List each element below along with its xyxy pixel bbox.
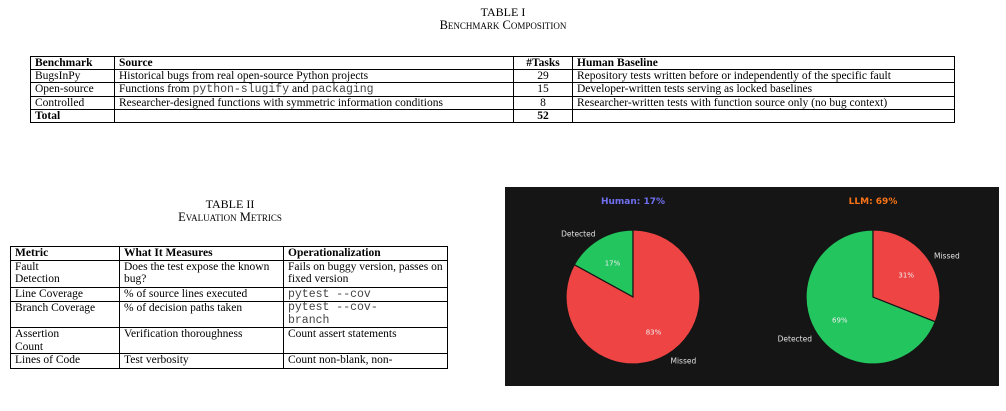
table1-title: Benchmark Composition <box>439 18 567 32</box>
source-text: and <box>289 83 312 95</box>
table2-number: TABLE II <box>205 197 255 211</box>
table1-cell-source <box>115 70 514 83</box>
table1-cell-baseline: Developer-written tests serving as locked baselines <box>573 83 955 97</box>
table1-cell-tasks: 8 <box>514 97 573 110</box>
table1-cell-source <box>115 83 514 97</box>
pie-slice-label: Missed <box>934 251 960 261</box>
table2-cell-measures: % of decision paths taken <box>120 302 284 328</box>
table-row <box>11 354 448 369</box>
table1-cell-baseline: Repository tests written before or independently of the specific fault <box>573 70 955 83</box>
table-row <box>11 260 448 287</box>
pie-pct-label: 83% <box>645 328 662 337</box>
table1-total-row <box>31 110 955 123</box>
table1-header-benchmark: Benchmark <box>31 57 115 70</box>
table1 <box>30 56 955 123</box>
table1-total-tasks: 52 <box>514 110 573 123</box>
pie-chart-figure <box>505 187 999 386</box>
table1-cell-tasks: 29 <box>514 70 573 83</box>
source-code: packaging <box>311 83 374 96</box>
table1-number: TABLE I <box>480 5 526 19</box>
table2-cell-op <box>284 302 448 328</box>
pie-charts-svg <box>505 187 999 386</box>
table1-header-source: Source <box>115 57 514 70</box>
table1-header-baseline: Human Baseline <box>573 57 955 70</box>
source-text: Historical bugs from real open-source Python projects <box>119 70 369 82</box>
table1-total-empty <box>115 110 514 123</box>
table2-header-metric: Metric <box>11 247 120 261</box>
op-text: Count assert statements <box>288 328 397 340</box>
pie-slice-label: Detected <box>777 334 812 344</box>
table-row <box>31 70 955 83</box>
op-code: pytest --cov <box>288 287 371 301</box>
table2-header-op: Operationalization <box>284 247 448 261</box>
table2-header-row <box>11 247 448 261</box>
table2-cell-op <box>284 287 448 302</box>
table-row <box>31 83 955 97</box>
table2-cell-op <box>284 260 448 287</box>
table1-total-label: Total <box>31 110 115 123</box>
table1-cell-tasks: 15 <box>514 83 573 97</box>
table2-cell-metric <box>11 328 120 354</box>
table-row <box>31 97 955 110</box>
table1-caption <box>0 6 1006 32</box>
table2-cell-metric: Lines of Code <box>11 354 120 369</box>
pie-pct-label: 17% <box>604 259 621 268</box>
table1-cell-baseline: Researcher-written tests with function source only (no bug context) <box>573 97 955 110</box>
source-text: Researcher-designed functions with symmetric information conditions <box>119 97 443 109</box>
op-text: Fails on buggy version, passes on fixed version <box>288 260 443 285</box>
pie-slice-label: Detected <box>561 229 596 239</box>
pie-slice-label: Missed <box>670 356 697 366</box>
table2-cell-metric <box>11 260 120 287</box>
table-row <box>11 328 448 354</box>
table2 <box>10 246 448 369</box>
op-code: pytest --cov-branch <box>288 301 378 327</box>
table1-cell-benchmark: BugsInPy <box>31 70 115 83</box>
table1-cell-benchmark: Open-source <box>31 83 115 97</box>
pie-pct-label: 69% <box>832 316 848 325</box>
pie-pct-label: 31% <box>898 271 914 280</box>
table2-cell-measures: Does the test expose the known bug? <box>120 260 284 287</box>
pie-title: Human: 17% <box>600 197 666 207</box>
table1-header-row <box>31 57 955 70</box>
table1-total-empty <box>573 110 955 123</box>
table2-cell-metric: Line Coverage <box>11 287 120 302</box>
table2-caption <box>10 198 450 224</box>
pie-title: LLM: 69% <box>848 197 898 207</box>
metric-text: Fault Detection <box>15 260 60 285</box>
table2-cell-metric <box>11 302 120 328</box>
table2-cell-measures: Test verbosity <box>120 354 284 369</box>
table-row <box>11 287 448 302</box>
table1-cell-benchmark: Controlled <box>31 97 115 110</box>
table2-cell-measures: Verification thoroughness <box>120 328 284 354</box>
metric-text: Branch Coverage <box>15 302 96 314</box>
table2-header-measures: What It Measures <box>120 247 284 261</box>
table2-cell-measures: % of source lines executed <box>120 287 284 302</box>
table2-title: Evaluation Metrics <box>178 210 282 224</box>
source-code: python-slugify <box>192 83 290 96</box>
table2-cell-op <box>284 354 448 369</box>
source-text: Functions from <box>119 83 193 95</box>
table1-cell-source <box>115 97 514 110</box>
table-row <box>11 302 448 328</box>
table1-header-tasks: #Tasks <box>514 57 573 70</box>
table2-cell-op <box>284 328 448 354</box>
metric-text: Assertion Count <box>15 328 60 353</box>
op-text: Count non-blank, non- <box>288 354 393 366</box>
